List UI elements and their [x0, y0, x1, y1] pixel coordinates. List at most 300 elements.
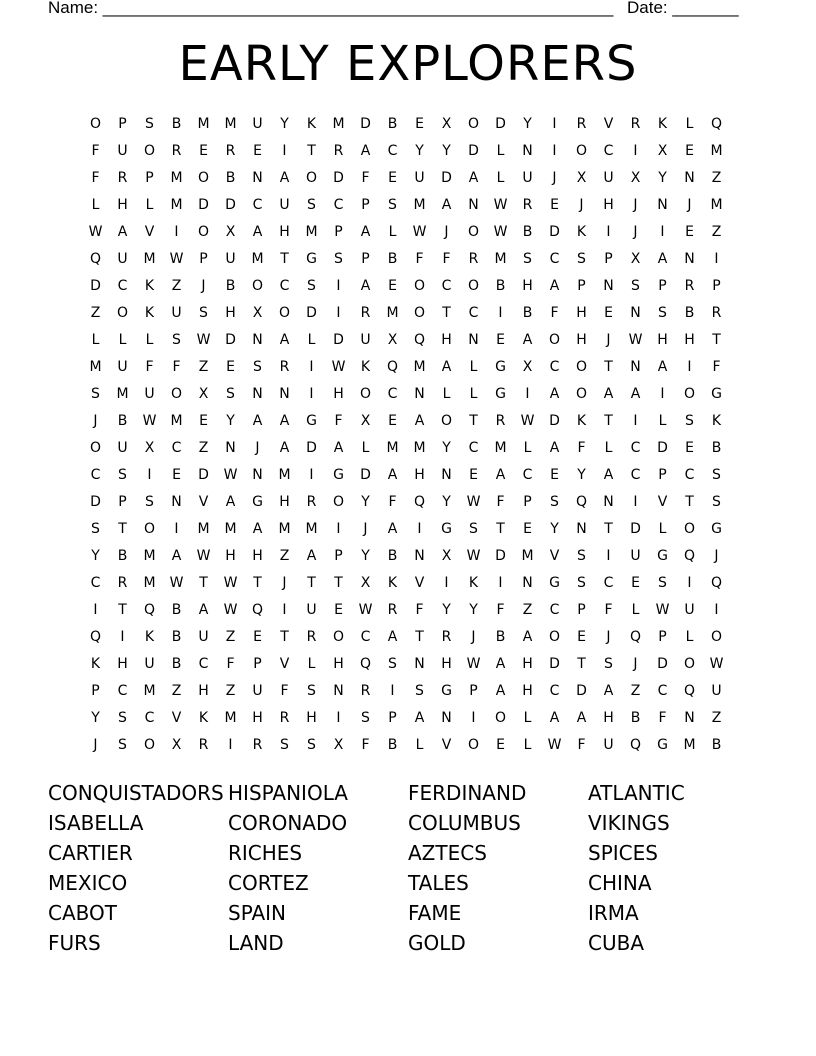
grid-letter: V [198, 494, 209, 510]
grid-letter: I [633, 143, 638, 159]
grid-letter: N [414, 386, 425, 402]
grid-letter: J [363, 521, 368, 537]
grid-letter: J [93, 737, 98, 753]
grid-letter: A [306, 548, 317, 564]
grid-letter: I [660, 224, 665, 240]
grid-letter: S [388, 197, 397, 213]
grid-letter: A [657, 251, 668, 267]
grid-letter: D [495, 116, 506, 132]
grid-letter: X [225, 224, 236, 240]
grid-letter: K [198, 710, 209, 726]
grid-letter: M [278, 467, 291, 483]
grid-letter: I [606, 224, 611, 240]
grid-letter: S [253, 359, 262, 375]
grid-letter: C [657, 683, 668, 699]
grid-letter: H [333, 656, 344, 672]
grid-letter: P [361, 251, 370, 267]
grid-letter: O [575, 359, 588, 375]
grid-letter: N [630, 359, 641, 375]
grid-letter: F [577, 440, 586, 456]
grid-letter: W [169, 251, 184, 267]
grid-letter: S [577, 575, 586, 591]
grid-letter: N [414, 656, 425, 672]
grid-letter: T [442, 305, 451, 321]
grid-letter: K [387, 575, 398, 591]
grid-letter: L [496, 170, 505, 186]
grid-letter: O [143, 521, 156, 537]
grid-letter: L [631, 602, 640, 618]
grid-letter: T [604, 413, 613, 429]
grid-letter: Z [90, 305, 101, 321]
grid-letter: W [142, 413, 157, 429]
grid-letter: Q [683, 683, 696, 699]
grid-letter: I [336, 305, 341, 321]
grid-letter: X [252, 305, 263, 321]
grid-letter: I [174, 224, 179, 240]
grid-letter: X [630, 170, 641, 186]
grid-letter: F [577, 737, 586, 753]
grid-letter: X [630, 251, 641, 267]
grid-letter: W [628, 332, 643, 348]
grid-letter: O [683, 656, 696, 672]
grid-letter: R [360, 683, 371, 699]
grid-letter: K [657, 116, 668, 132]
grid-letter: V [549, 548, 560, 564]
grid-letter: T [118, 602, 127, 618]
grid-letter: R [279, 359, 290, 375]
grid-letter: A [441, 197, 452, 213]
grid-letter: B [171, 602, 182, 618]
grid-letter: R [279, 710, 290, 726]
grid-letter: O [143, 737, 156, 753]
grid-letter: M [413, 197, 426, 213]
grid-letter: Z [711, 710, 722, 726]
grid-letter: F [280, 683, 289, 699]
grid-letter: T [280, 251, 289, 267]
word-list-item: FERDINAND [408, 781, 527, 805]
grid-letter: B [225, 278, 236, 294]
grid-letter: I [174, 521, 179, 537]
grid-letter: Q [710, 575, 723, 591]
grid-letter: U [144, 386, 155, 402]
grid-letter: H [522, 656, 533, 672]
grid-letter: N [252, 170, 263, 186]
grid-letter: C [603, 575, 614, 591]
grid-letter: L [658, 521, 667, 537]
grid-letter: Y [577, 467, 586, 483]
grid-letter: R [522, 197, 533, 213]
grid-letter: H [117, 197, 128, 213]
grid-letter: I [309, 386, 314, 402]
grid-letter: R [306, 629, 317, 645]
grid-letter: K [360, 359, 371, 375]
grid-letter: K [144, 305, 155, 321]
grid-letter: T [415, 629, 424, 645]
grid-letter: S [91, 386, 100, 402]
grid-letter: C [549, 251, 560, 267]
grid-letter: I [147, 467, 152, 483]
grid-letter: H [576, 332, 587, 348]
grid-letter: P [199, 251, 208, 267]
grid-letter: B [171, 116, 182, 132]
grid-letter: A [279, 332, 290, 348]
grid-letter: P [334, 224, 343, 240]
grid-letter: T [280, 629, 289, 645]
grid-letter: R [441, 629, 452, 645]
grid-letter: M [143, 548, 156, 564]
grid-letter: T [604, 521, 613, 537]
grid-letter: A [495, 683, 506, 699]
grid-letter: R [171, 143, 182, 159]
grid-letter: G [333, 467, 344, 483]
grid-letter: B [387, 737, 398, 753]
word-list-item: CORTEZ [228, 871, 309, 895]
grid-letter: G [495, 386, 506, 402]
grid-letter: W [196, 548, 211, 564]
grid-letter: C [468, 305, 479, 321]
grid-letter: O [683, 521, 696, 537]
grid-letter: F [658, 710, 667, 726]
grid-letter: S [658, 305, 667, 321]
grid-letter: G [711, 386, 722, 402]
grid-letter: N [468, 332, 479, 348]
grid-letter: N [603, 278, 614, 294]
grid-letter: Z [522, 602, 533, 618]
grid-letter: U [414, 170, 425, 186]
grid-letter: K [576, 413, 587, 429]
grid-letter: X [333, 737, 344, 753]
grid-letter: S [226, 386, 235, 402]
grid-letter: G [657, 548, 668, 564]
grid-letter: N [252, 386, 263, 402]
grid-letter: M [224, 710, 237, 726]
grid-letter: A [603, 683, 614, 699]
grid-letter: M [278, 521, 291, 537]
grid-letter: F [712, 359, 721, 375]
grid-letter: E [388, 413, 397, 429]
grid-letter: T [604, 359, 613, 375]
word-list-item: CORONADO [228, 811, 348, 835]
grid-letter: C [549, 683, 560, 699]
grid-letter: D [306, 440, 317, 456]
grid-letter: B [522, 305, 533, 321]
word-list [48, 778, 768, 958]
grid-letter: O [467, 224, 480, 240]
grid-letter: N [279, 386, 290, 402]
grid-letter: T [712, 332, 721, 348]
grid-letter: J [444, 224, 449, 240]
grid-letter: B [171, 629, 182, 645]
grid-letter: O [467, 278, 480, 294]
grid-letter: S [145, 116, 154, 132]
grid-letter: O [197, 170, 210, 186]
grid-letter: A [549, 710, 560, 726]
grid-letter: W [223, 575, 238, 591]
grid-letter: B [225, 170, 236, 186]
grid-letter: T [307, 143, 316, 159]
grid-letter: W [223, 467, 238, 483]
grid-letter: G [306, 413, 317, 429]
grid-letter: L [469, 359, 478, 375]
grid-letter: B [117, 548, 128, 564]
grid-letter: M [413, 440, 426, 456]
grid-letter: W [331, 359, 346, 375]
grid-letter: F [226, 656, 235, 672]
grid-letter: U [117, 440, 128, 456]
grid-letter: P [577, 602, 586, 618]
grid-letter: Q [575, 494, 588, 510]
grid-letter: I [498, 305, 503, 321]
grid-letter: U [306, 602, 317, 618]
grid-letter: E [199, 413, 208, 429]
grid-letter: I [444, 575, 449, 591]
grid-letter: S [712, 494, 721, 510]
grid-letter: Y [442, 602, 451, 618]
grid-letter: H [684, 332, 695, 348]
grid-letter: C [522, 467, 533, 483]
grid-letter: S [307, 683, 316, 699]
word-list-item: ISABELLA [48, 811, 144, 835]
grid-letter: A [252, 224, 263, 240]
grid-letter: O [683, 386, 696, 402]
grid-letter: B [387, 548, 398, 564]
grid-letter: O [413, 305, 426, 321]
grid-letter: F [361, 170, 370, 186]
grid-letter: Y [442, 143, 451, 159]
grid-letter: U [198, 629, 209, 645]
grid-letter: O [89, 116, 102, 132]
grid-letter: A [522, 332, 533, 348]
grid-letter: M [251, 251, 264, 267]
grid-letter: A [360, 278, 371, 294]
grid-letter: L [685, 629, 694, 645]
grid-letter: I [417, 521, 422, 537]
grid-letter: J [579, 197, 584, 213]
grid-letter: L [415, 737, 424, 753]
grid-letter: A [603, 386, 614, 402]
date-field-label: Date: _______ [627, 0, 739, 17]
grid-letter: O [575, 386, 588, 402]
grid-letter: M [521, 548, 534, 564]
grid-letter: B [387, 251, 398, 267]
grid-letter: C [441, 278, 452, 294]
grid-letter: G [441, 521, 452, 537]
grid-letter: O [548, 629, 561, 645]
grid-letter: O [197, 224, 210, 240]
grid-letter: A [630, 386, 641, 402]
grid-letter: P [712, 278, 721, 294]
grid-letter: E [550, 467, 559, 483]
grid-letter: P [361, 197, 370, 213]
grid-letter: V [171, 710, 182, 726]
grid-letter: I [336, 521, 341, 537]
grid-letter: N [441, 467, 452, 483]
word-list-item: CARTIER [48, 841, 133, 865]
grid-letter: G [306, 251, 317, 267]
grid-letter: A [387, 467, 398, 483]
grid-letter: D [630, 521, 641, 537]
grid-letter: M [683, 737, 696, 753]
grid-letter: D [333, 332, 344, 348]
grid-letter: X [441, 116, 452, 132]
grid-letter: L [118, 332, 127, 348]
grid-letter: S [307, 278, 316, 294]
word-list-item: IRMA [588, 901, 639, 925]
grid-letter: U [630, 548, 641, 564]
grid-letter: A [522, 629, 533, 645]
grid-letter: M [197, 521, 210, 537]
grid-letter: S [388, 656, 397, 672]
grid-letter: M [224, 116, 237, 132]
grid-letter: Q [413, 494, 426, 510]
grid-letter: L [523, 737, 532, 753]
grid-letter: N [630, 305, 641, 321]
grid-letter: B [522, 224, 533, 240]
grid-letter: F [415, 602, 424, 618]
grid-letter: S [658, 575, 667, 591]
grid-letter: I [714, 251, 719, 267]
grid-letter: L [523, 710, 532, 726]
word-list-item: CONQUISTADORS [48, 781, 224, 805]
grid-letter: M [197, 116, 210, 132]
grid-letter: H [279, 224, 290, 240]
grid-letter: S [361, 710, 370, 726]
grid-letter: Y [523, 116, 532, 132]
grid-letter: L [145, 197, 154, 213]
grid-letter: J [687, 197, 692, 213]
grid-letter: E [496, 737, 505, 753]
grid-letter: L [442, 386, 451, 402]
word-list-item: CUBA [588, 931, 645, 955]
grid-letter: U [117, 251, 128, 267]
grid-letter: U [225, 251, 236, 267]
grid-letter: C [144, 710, 155, 726]
grid-letter: C [171, 440, 182, 456]
grid-letter: W [466, 656, 481, 672]
grid-letter: M [710, 143, 723, 159]
grid-letter: B [495, 278, 506, 294]
grid-letter: H [522, 683, 533, 699]
name-field-label: Name: ______________________________________________________ [48, 0, 614, 17]
grid-letter: A [198, 602, 209, 618]
grid-letter: K [90, 656, 101, 672]
grid-letter: O [467, 116, 480, 132]
word-list-item: FAME [408, 901, 462, 925]
grid-letter: R [198, 737, 209, 753]
grid-letter: O [440, 413, 453, 429]
grid-letter: F [91, 170, 100, 186]
grid-letter: F [361, 737, 370, 753]
grid-letter: O [494, 710, 507, 726]
grid-letter: L [496, 143, 505, 159]
grid-letter: L [604, 440, 613, 456]
grid-letter: D [90, 278, 101, 294]
grid-letter: R [495, 413, 506, 429]
grid-letter: N [468, 197, 479, 213]
grid-letter: D [549, 224, 560, 240]
grid-letter: F [145, 359, 154, 375]
grid-letter: O [278, 305, 291, 321]
grid-letter: V [144, 224, 155, 240]
grid-letter: X [657, 143, 668, 159]
grid-letter: R [225, 143, 236, 159]
grid-letter: F [91, 143, 100, 159]
grid-letter: T [199, 575, 208, 591]
grid-letter: W [412, 224, 427, 240]
grid-letter: K [306, 116, 317, 132]
grid-letter: A [495, 656, 506, 672]
grid-letter: W [196, 332, 211, 348]
grid-letter: D [549, 656, 560, 672]
grid-letter: J [471, 629, 476, 645]
grid-letter: Y [226, 413, 235, 429]
grid-letter: J [714, 548, 719, 564]
grid-letter: T [307, 575, 316, 591]
grid-letter: F [496, 602, 505, 618]
grid-letter: M [170, 197, 183, 213]
grid-letter: S [577, 548, 586, 564]
grid-letter: Q [143, 602, 156, 618]
grid-letter: Y [442, 494, 451, 510]
grid-letter: Y [91, 710, 100, 726]
grid-letter: D [657, 440, 668, 456]
grid-letter: E [604, 305, 613, 321]
grid-letter: E [415, 116, 424, 132]
grid-letter: I [525, 386, 530, 402]
grid-letter: E [172, 467, 181, 483]
grid-letter: M [116, 386, 129, 402]
grid-letter: K [468, 575, 479, 591]
grid-letter: H [657, 332, 668, 348]
grid-letter: F [604, 602, 613, 618]
grid-letter: E [469, 467, 478, 483]
grid-letter: W [223, 602, 238, 618]
grid-letter: X [360, 575, 371, 591]
grid-letter: O [332, 494, 345, 510]
grid-letter: Z [198, 359, 209, 375]
grid-letter: M [170, 413, 183, 429]
grid-letter: B [387, 116, 398, 132]
grid-letter: T [577, 656, 586, 672]
grid-letter: C [387, 386, 398, 402]
grid-letter: B [117, 413, 128, 429]
grid-letter: Z [171, 683, 182, 699]
grid-letter: A [225, 494, 236, 510]
grid-letter: X [576, 170, 587, 186]
grid-letter: I [390, 683, 395, 699]
grid-letter: O [548, 332, 561, 348]
grid-letter: U [171, 305, 182, 321]
grid-letter: D [441, 170, 452, 186]
grid-letter: D [198, 197, 209, 213]
word-list-item: SPICES [588, 841, 658, 865]
grid-letter: Q [710, 116, 723, 132]
grid-letter: W [169, 575, 184, 591]
grid-letter: W [466, 494, 481, 510]
grid-letter: U [603, 170, 614, 186]
grid-letter: S [334, 251, 343, 267]
grid-letter: J [255, 440, 260, 456]
grid-letter: M [494, 440, 507, 456]
grid-letter: S [91, 521, 100, 537]
grid-letter: C [630, 440, 641, 456]
grid-letter: V [603, 116, 614, 132]
grid-letter: E [253, 629, 262, 645]
grid-letter: O [251, 278, 264, 294]
grid-letter: N [684, 170, 695, 186]
word-list-item: TALES [408, 871, 469, 895]
grid-letter: H [333, 386, 344, 402]
